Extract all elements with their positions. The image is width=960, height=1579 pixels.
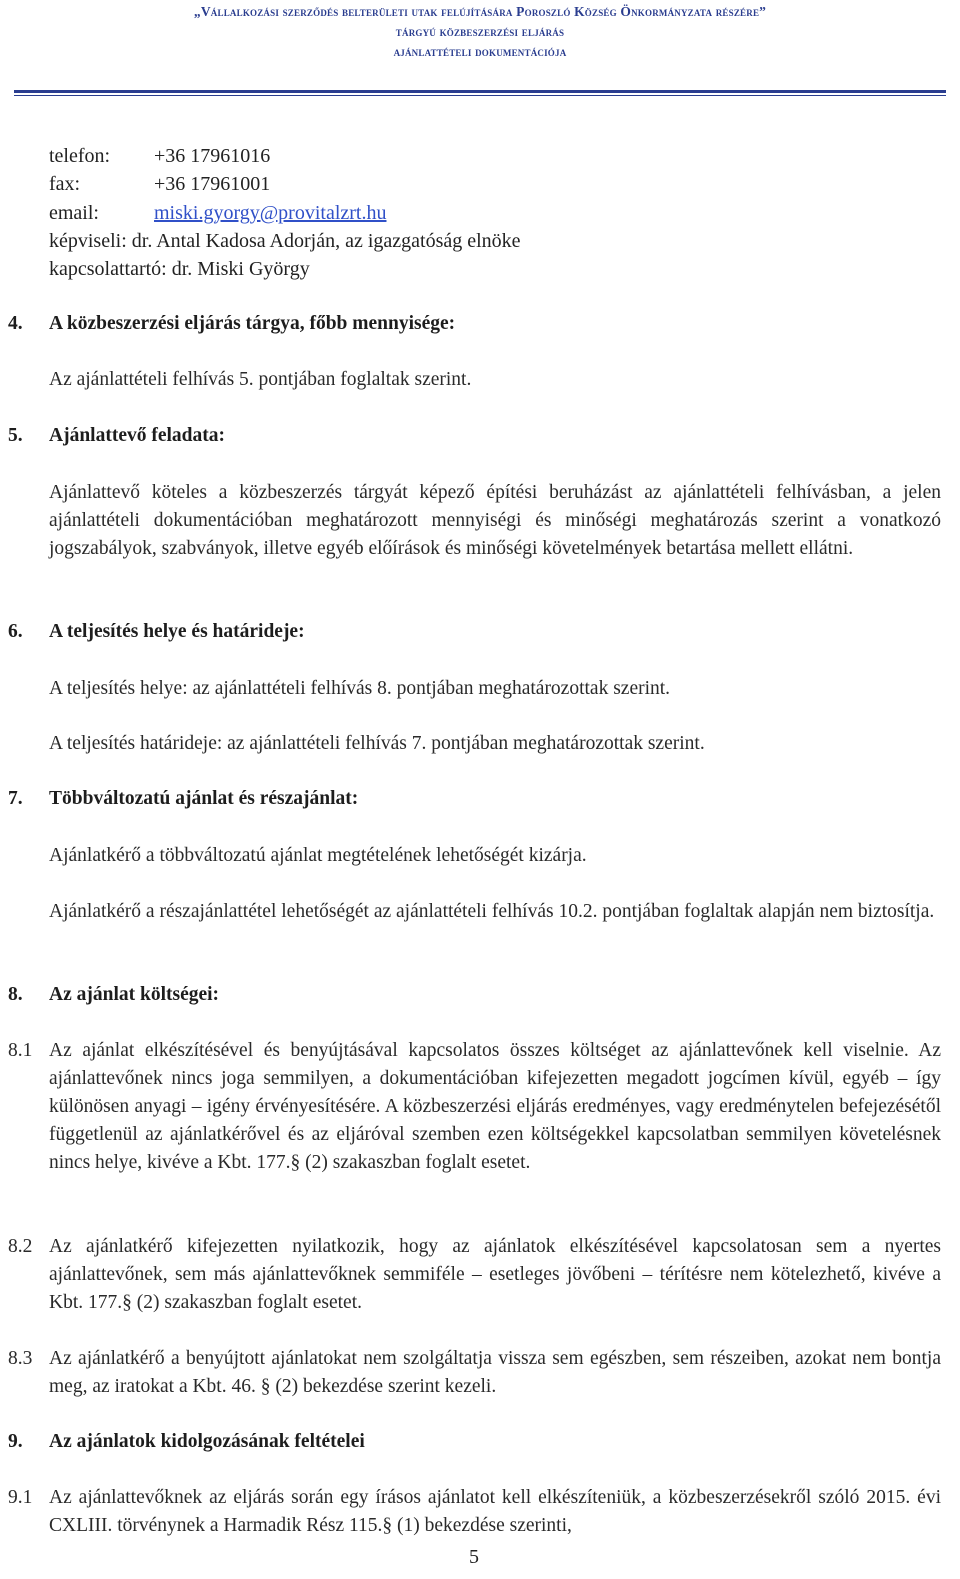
section-8-1-paragraph: Az ajánlat elkészítésével és benyújtásával kapcsolatos összes költséget az ajánlattevőnek kell viselnie. Az ajánlattevőnek nincs joga semmilyen, a dokumentációban kifejezetten megadott jogcímen kívül, egyéb – így különösen anyagi – igény érvényesítésére. A közbeszerzési eljárás eredményes, vagy eredménytelen befejezésétől függetlenül az ajánlatkérővel és az eljáróval szemben ezen költségekkel kapcsolatban semmilyen követelésnek nincs helye, kivéve a Kbt. 177.§ (2) szakaszban foglalt esetet.	[49, 1040, 941, 1173]
section-4-heading: 4. A közbeszerzési eljárás tárgya, főbb mennyisége:	[8, 313, 456, 334]
header-subtitle: tárgyú közbeszerzési eljárás	[395, 24, 565, 39]
header-title: „Vállalkozási szerződés belterületi utak felújítására Poroszló Község Önkormányzata részére”	[193, 4, 767, 19]
section-8-2-number: 8.2	[8, 1236, 33, 1257]
section-6-deadline: A teljesítés határideje: az ajánlattételi felhívás 7. pontjában meghatározottak szerint.	[49, 733, 705, 754]
contact-person: kapcsolattartó: dr. Miski György	[49, 258, 310, 281]
page-number: 5	[469, 1546, 479, 1568]
document-header	[0, 2, 960, 62]
section-8-3-number: 8.3	[8, 1348, 33, 1369]
section-9-1-number: 9.1	[8, 1487, 33, 1508]
section-5-heading: 5. Ajánlattevő feladata:	[8, 425, 226, 446]
section-7-variant-offer: Ajánlatkérő a többváltozatú ajánlat megtételének lehetőségét kizárja.	[49, 845, 587, 866]
contact-email: email: miski.gyorgy@provitalzrt.hu	[49, 201, 387, 224]
section-4-paragraph: Az ajánlattételi felhívás 5. pontjában foglaltak szerint.	[49, 369, 472, 390]
section-5-paragraph: Ajánlattevő köteles a közbeszerzés tárgyát képező építési beruházást az ajánlattételi felhívásban, a jelen ajánlattételi dokumentációban meghatározott mennyiségi és minőségi meghatározás szerint a vonatkozó jogszabályok, szabványok, illetve egyéb előírások és minőségi követelmények betartása mellett ellátni.	[49, 482, 941, 559]
header-divider-thin	[14, 95, 946, 96]
section-8-2-paragraph: Az ajánlatkérő kifejezetten nyilatkozik, hogy az ajánlatok elkészítésével kapcsolatosan sem a nyertes ajánlattevőnek, sem más ajánlattevőknek semmiféle – esetleges jövőbeni – térítésre nem kötelezhető, kivéve a Kbt. 177.§ (2) szakaszban foglalt esetet.	[49, 1236, 941, 1313]
section-9-heading: 9. Az ajánlatok kidolgozásának feltételei	[8, 1431, 365, 1452]
contact-fax: fax: +36 17961001	[49, 173, 271, 196]
header-doc-type: ajánlattételi dokumentációja	[393, 44, 567, 59]
section-8-1-number: 8.1	[8, 1040, 33, 1061]
section-9-1-paragraph: Az ajánlattevőknek az eljárás során egy írásos ajánlatot kell elkészíteniük, a közbeszerzésekről szóló 2015. évi CXLIII. törvénynek a Harmadik Rész 115.§ (1) bekezdése szerinti,	[49, 1487, 941, 1536]
contact-phone: telefon: +36 17961016	[49, 145, 271, 167]
section-8-3-paragraph: Az ajánlatkérő a benyújtott ajánlatokat nem szolgáltatja vissza sem egészben, sem részeiben, azokat nem bontja meg, az iratokat a Kbt. 46. § (2) bekezdése szerint kezeli.	[49, 1348, 941, 1397]
section-7-partial-offer: Ajánlatkérő a részajánlattétel lehetőségét az ajánlattételi felhívás 10.2. pontjában foglaltak alapján nem biztosítja.	[49, 901, 935, 922]
header-divider	[14, 90, 946, 93]
section-8-heading: 8. Az ajánlat költségei:	[8, 984, 220, 1005]
section-6-place: A teljesítés helye: az ajánlattételi felhívás 8. pontjában meghatározottak szerint.	[49, 678, 671, 699]
section-6-heading: 6. A teljesítés helye és határideje:	[8, 621, 305, 642]
contact-block	[49, 142, 521, 283]
contact-representative: képviseli: dr. Antal Kadosa Adorján, az igazgatóság elnöke	[49, 229, 521, 252]
email-link[interactable]: miski.gyorgy@provitalzrt.hu	[154, 201, 387, 224]
section-7-heading: 7. Többváltozatú ajánlat és részajánlat:	[8, 788, 359, 809]
